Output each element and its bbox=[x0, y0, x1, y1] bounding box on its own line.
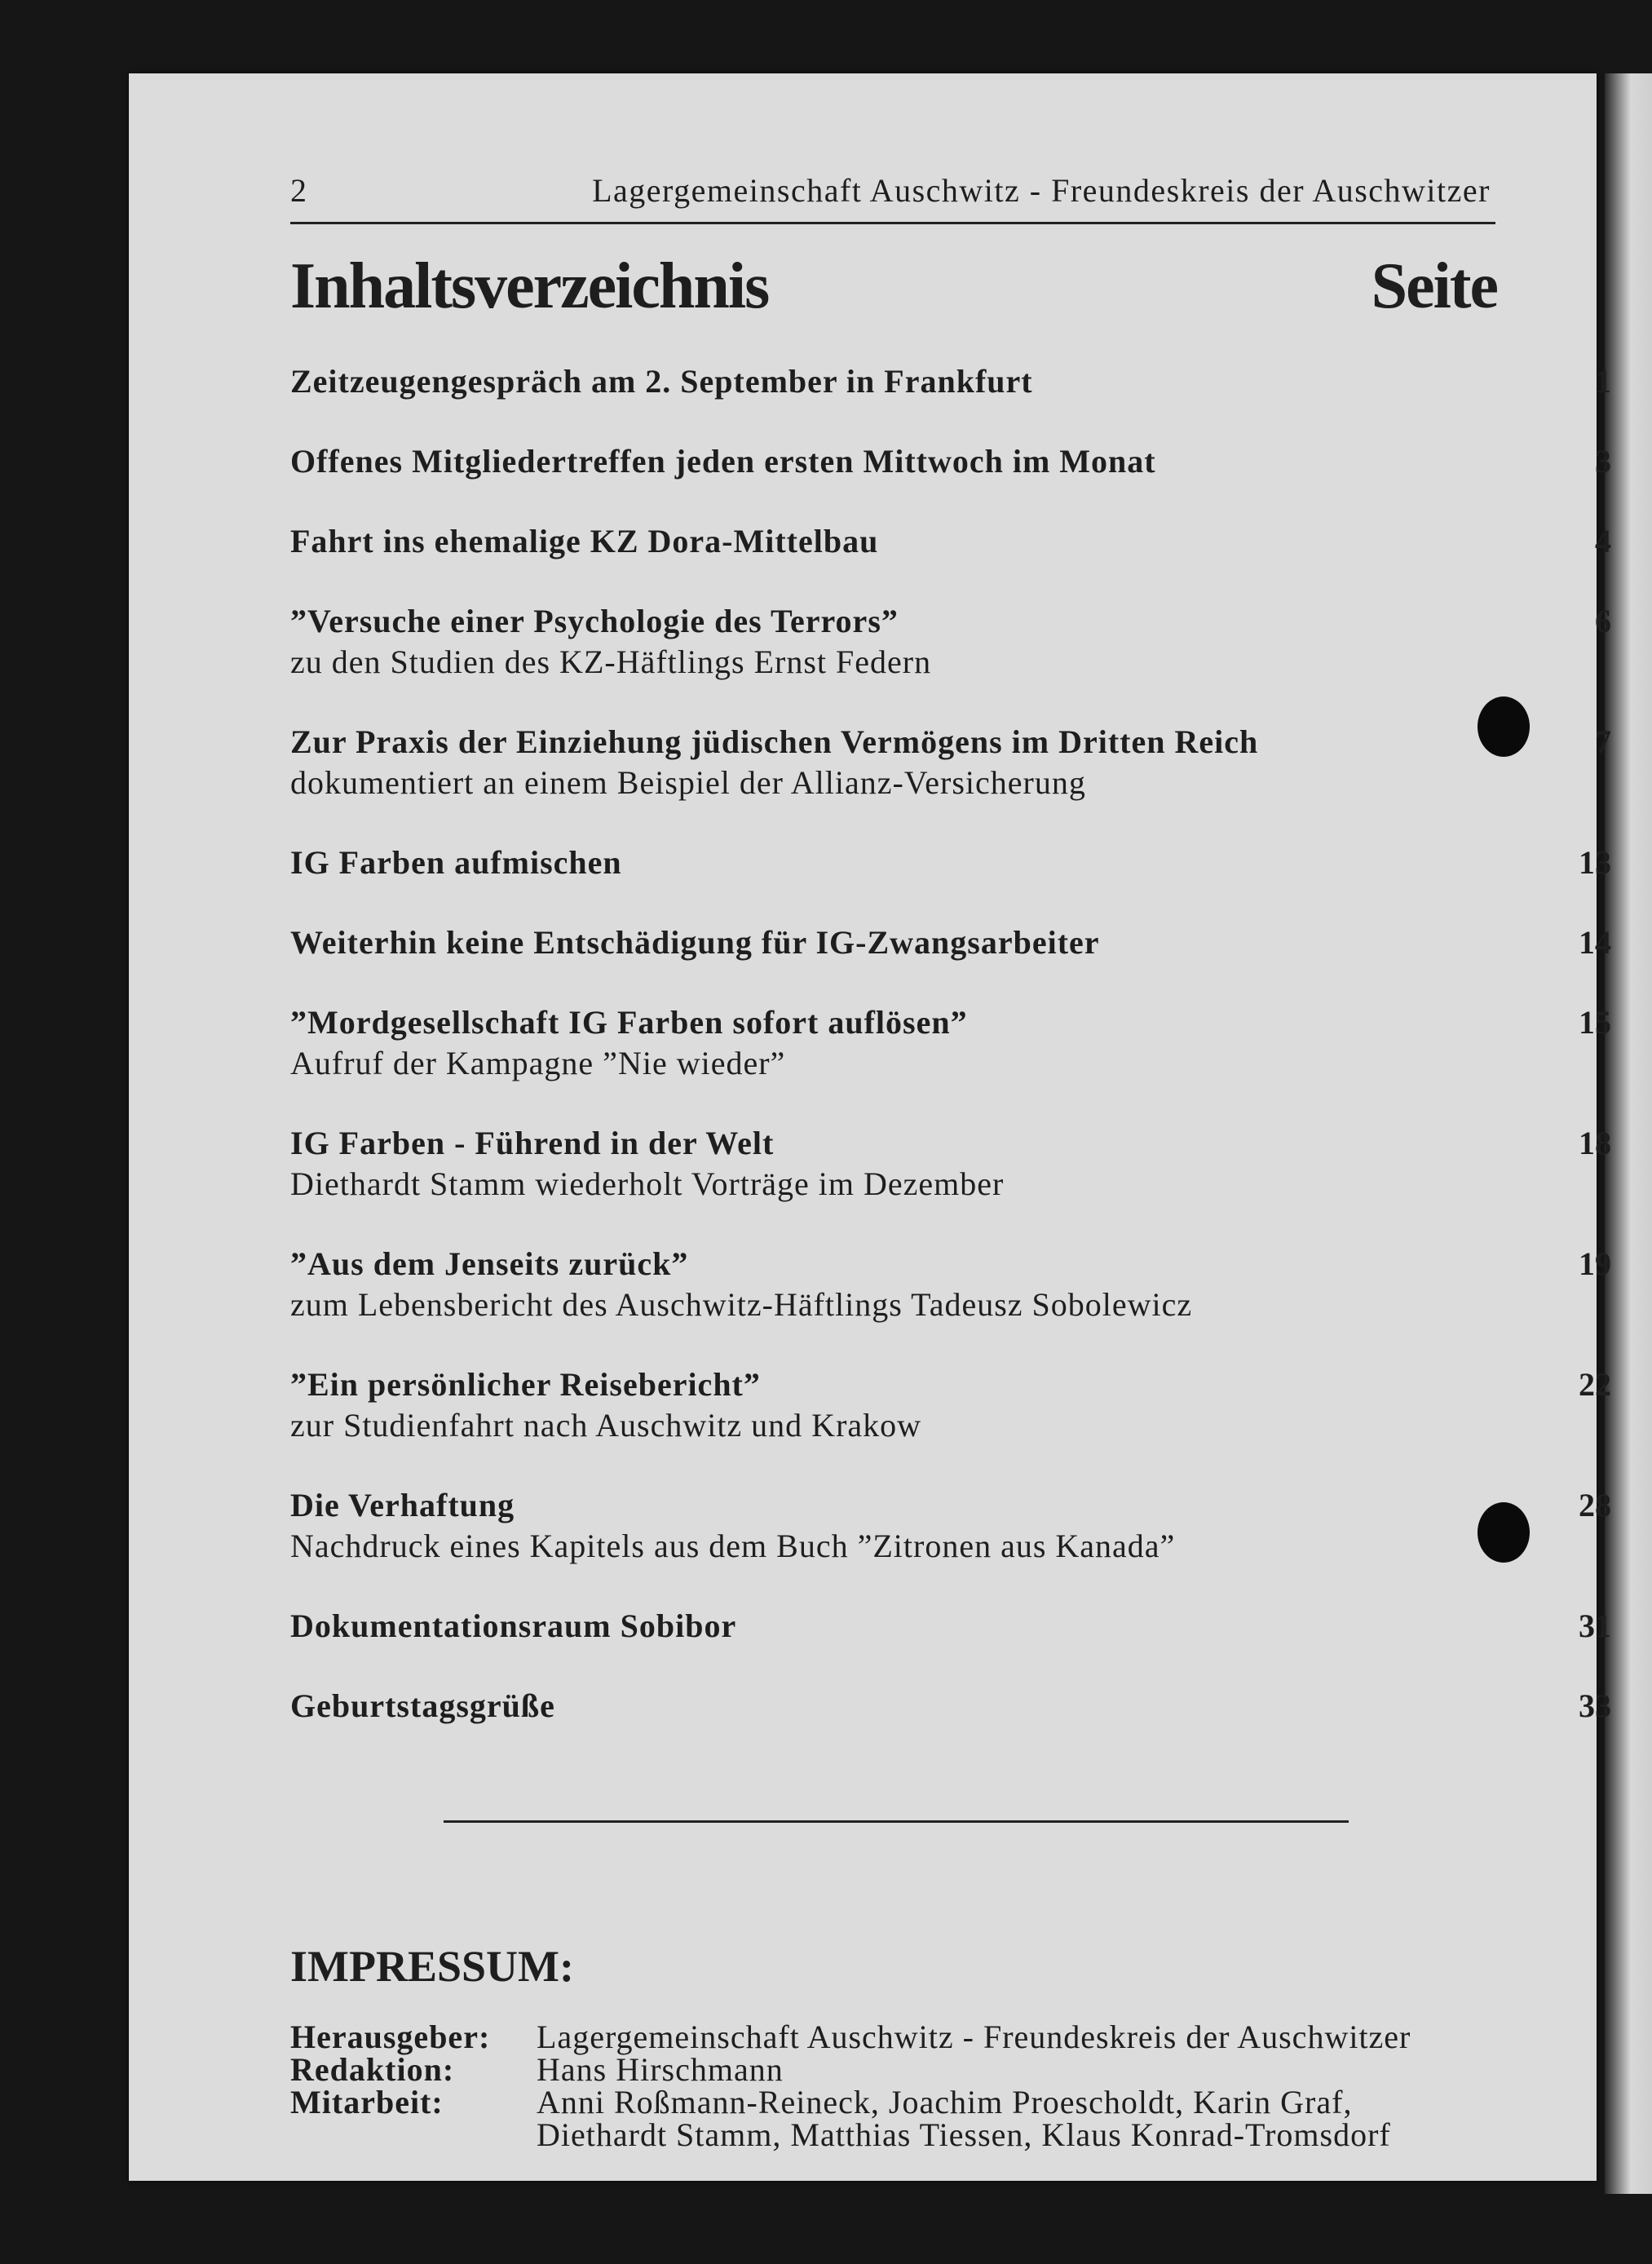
toc-entry-title: ”Versuche einer Psychologie des Terrors” bbox=[290, 603, 899, 639]
toc-entry-subtitle: dokumentiert an einem Beispiel der Allianz-Versicherung bbox=[290, 764, 1086, 801]
toc-entry-page: 7 bbox=[1595, 723, 1611, 760]
toc-entry-title: ”Mordgesellschaft IG Farben sofort auflösen” bbox=[290, 1004, 968, 1041]
toc-entry-title: ”Ein persönlicher Reisebericht” bbox=[290, 1366, 761, 1403]
toc-entry-title: ”Aus dem Jenseits zurück” bbox=[290, 1245, 689, 1282]
impressum-value: Hans Hirschmann bbox=[537, 2051, 784, 2088]
toc-entry-title: Dokumentationsraum Sobibor bbox=[290, 1607, 737, 1644]
publication-title: Lagergemeinschaft Auschwitz - Freundeskreis der Auschwitzer bbox=[592, 172, 1491, 209]
toc-entry-page: 6 bbox=[1595, 603, 1611, 639]
toc-entry-page: 18 bbox=[1579, 1125, 1611, 1161]
toc-entry-page: 28 bbox=[1579, 1487, 1611, 1523]
impressum-value: Diethardt Stamm, Matthias Tiessen, Klaus Konrad-Tromsdorf bbox=[537, 2116, 1391, 2153]
toc-entry-page: 13 bbox=[1579, 844, 1611, 881]
toc-entry-title: Zur Praxis der Einziehung jüdischen Vermögens im Dritten Reich bbox=[290, 723, 1259, 760]
impressum-value: Anni Roßmann-Reineck, Joachim Proescholdt, Karin Graf, bbox=[537, 2084, 1353, 2120]
toc-entry-page: 22 bbox=[1579, 1366, 1611, 1403]
toc-entry-title: Weiterhin keine Entschädigung für IG-Zwangsarbeiter bbox=[290, 924, 1100, 961]
toc-entry-page: 3 bbox=[1595, 443, 1611, 480]
toc-entry-title: Geburtstagsgrüße bbox=[290, 1687, 555, 1724]
toc-entry-title: Zeitzeugengespräch am 2. September in Frankfurt bbox=[290, 363, 1033, 400]
punch-hole bbox=[1478, 696, 1530, 757]
page-number: 2 bbox=[290, 172, 307, 209]
toc-entry-subtitle: Nachdruck eines Kapitels aus dem Buch ”Zitronen aus Kanada” bbox=[290, 1528, 1176, 1564]
toc-entry-title: Fahrt ins ehemalige KZ Dora-Mittelbau bbox=[290, 523, 879, 559]
toc-entry-subtitle: zur Studienfahrt nach Auschwitz und Krakow bbox=[290, 1407, 922, 1444]
toc-entry-page: 19 bbox=[1579, 1245, 1611, 1282]
toc-entry-title: IG Farben aufmischen bbox=[290, 844, 622, 881]
running-header bbox=[290, 165, 1495, 224]
toc-entry-subtitle: Aufruf der Kampagne ”Nie wieder” bbox=[290, 1045, 786, 1081]
impressum-label: Mitarbeit: bbox=[290, 2084, 444, 2120]
toc-entry-page: 14 bbox=[1579, 924, 1611, 961]
toc-entry-subtitle: zu den Studien des KZ-Häftlings Ernst Federn bbox=[290, 643, 932, 680]
punch-hole bbox=[1478, 1502, 1530, 1563]
toc-entry-title: Offenes Mitgliedertreffen jeden ersten Mittwoch im Monat bbox=[290, 443, 1156, 480]
toc-entry-page: 1 bbox=[1595, 363, 1611, 400]
impressum-label: Redaktion: bbox=[290, 2051, 455, 2088]
toc-heading: Inhaltsverzeichnis bbox=[290, 250, 769, 322]
impressum-heading: IMPRESSUM: bbox=[290, 1942, 574, 1991]
toc-entry-page: 15 bbox=[1579, 1004, 1611, 1041]
toc-entry-page: 31 bbox=[1579, 1607, 1611, 1644]
toc-entry-title: Die Verhaftung bbox=[290, 1487, 515, 1523]
impressum-value: Lagergemeinschaft Auschwitz - Freundeskreis der Auschwitzer bbox=[537, 2019, 1411, 2055]
toc-entry-subtitle: Diethardt Stamm wiederholt Vorträge im Dezember bbox=[290, 1165, 1005, 1202]
toc-entry-title: IG Farben - Führend in der Welt bbox=[290, 1125, 775, 1161]
toc-entry-page: 4 bbox=[1595, 523, 1611, 559]
next-page-edge bbox=[1605, 73, 1652, 2194]
toc-page-column-heading: Seite bbox=[1371, 250, 1497, 322]
toc-entry-page: 33 bbox=[1579, 1687, 1611, 1724]
section-divider bbox=[444, 1820, 1349, 1823]
toc-entry-subtitle: zum Lebensbericht des Auschwitz-Häftlings Tadeusz Sobolewicz bbox=[290, 1286, 1193, 1323]
impressum-label: Herausgeber: bbox=[290, 2019, 491, 2055]
document-page bbox=[129, 73, 1611, 2181]
